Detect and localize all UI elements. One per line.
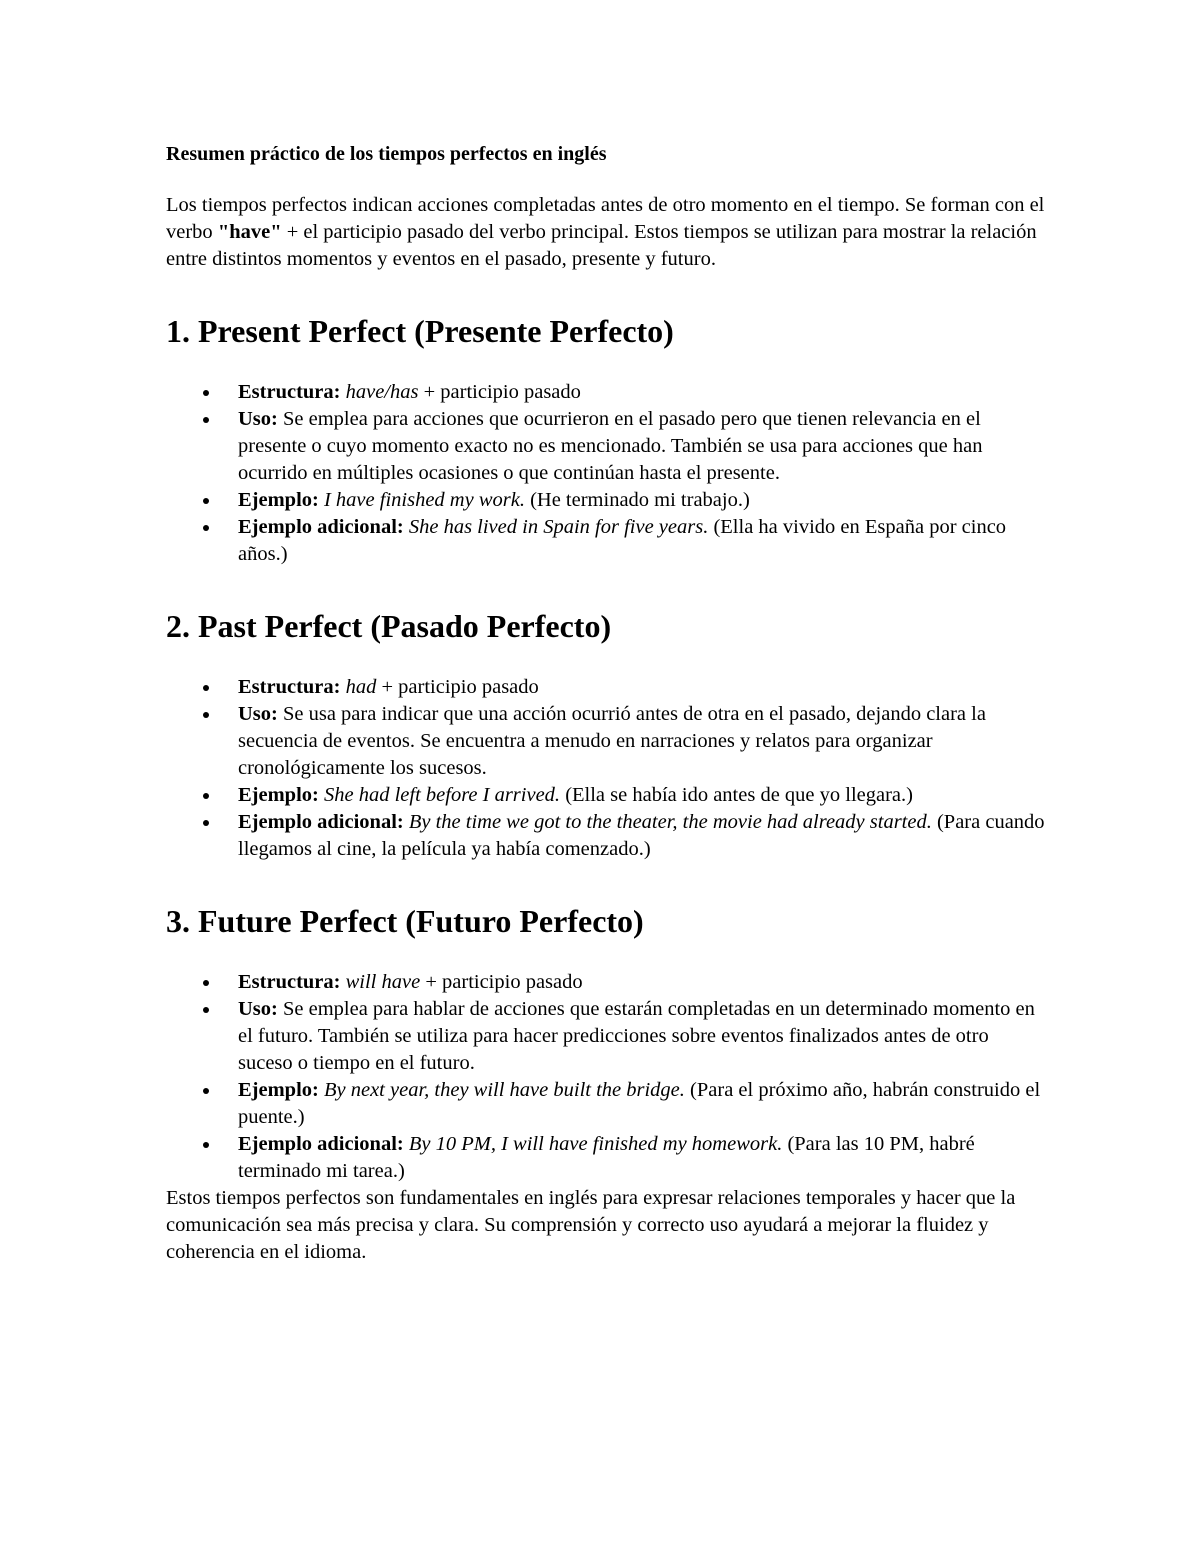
example-spanish: (He terminado mi trabajo.) (524, 489, 750, 511)
document-title: Resumen práctico de los tiempos perfectos en inglés (166, 143, 607, 165)
list-item-ejemplo (238, 487, 1046, 514)
item-label: Ejemplo: (238, 489, 319, 511)
example-english: By the time we got to the theater, the movie had already started. (408, 811, 932, 833)
section-list-future-perfect (166, 969, 1046, 1185)
intro-text-1: Los tiempos perfectos indican acciones completadas antes de otro momento en el tiempo. Se forman con el verbo (166, 194, 1045, 243)
item-label: Ejemplo: (238, 784, 319, 806)
intro-paragraph (166, 192, 1046, 273)
list-item-estructura (238, 379, 1046, 406)
section-heading-past-perfect: 2. Past Perfect (Pasado Perfecto) (166, 608, 612, 644)
item-text: + participio pasado (420, 971, 583, 993)
item-text: + participio pasado (418, 381, 581, 403)
closing-paragraph: Estos tiempos perfectos son fundamentales en inglés para expresar relaciones temporales y hacer que la comunicación sea más precisa y clara. Su comprensión y correcto uso ayudará a mejorar la fluidez y coherencia en el idioma. (166, 1187, 1016, 1263)
list-item-ejemplo (238, 1077, 1046, 1131)
item-text: + participio pasado (376, 676, 539, 698)
item-text: Se emplea para acciones que ocurrieron en el pasado pero que tienen relevancia en el presente o cuyo momento exacto no es mencionado. También se usa para acciones que han ocurrido en múltiples ocasiones o que continúan hasta el presente. (238, 408, 983, 484)
list-item-uso (238, 996, 1046, 1077)
example-spanish: (Ella ha vivido en España por cinco años.) (238, 516, 1007, 565)
example-english: By next year, they will have built the bridge. (323, 1079, 685, 1101)
intro-keyword: "have" (217, 221, 282, 243)
example-english: By 10 PM, I will have finished my homework. (408, 1133, 783, 1155)
list-item-uso (238, 406, 1046, 487)
item-label: Uso: (238, 703, 278, 725)
section-list-present-perfect (166, 379, 1046, 568)
item-label: Ejemplo adicional: (238, 516, 404, 538)
example-english: She had left before I arrived. (323, 784, 561, 806)
example-spanish: (Para las 10 PM, habré terminado mi tarea.) (238, 1133, 975, 1182)
list-item-uso (238, 701, 1046, 782)
item-label: Estructura: (238, 971, 341, 993)
item-label: Ejemplo adicional: (238, 811, 404, 833)
form-text: will have (345, 971, 421, 993)
list-item-ejemplo-adicional (238, 514, 1046, 568)
example-english: I have finished my work. (323, 489, 525, 511)
item-label: Estructura: (238, 381, 341, 403)
list-item-ejemplo-adicional (238, 809, 1046, 863)
example-spanish: (Para cuando llegamos al cine, la película ya había comenzado.) (238, 811, 1045, 860)
section-list-past-perfect (166, 674, 1046, 863)
item-label: Uso: (238, 408, 278, 430)
intro-text-2: + el participio pasado del verbo principal. Estos tiempos se utilizan para mostrar la relación entre distintos momentos y eventos en el pasado, presente y futuro. (166, 221, 1037, 270)
list-item-estructura (238, 674, 1046, 701)
example-english: She has lived in Spain for five years. (408, 516, 709, 538)
item-text: Se usa para indicar que una acción ocurrió antes de otra en el pasado, dejando clara la secuencia de eventos. Se encuentra a menudo en narraciones y relatos para organizar cronológicamente los sucesos. (238, 703, 986, 779)
example-spanish: (Ella se había ido antes de que yo llegara.) (560, 784, 913, 806)
document-page (166, 140, 1046, 1266)
form-text: have/has (345, 381, 419, 403)
section-heading-future-perfect: 3. Future Perfect (Futuro Perfecto) (166, 903, 644, 939)
item-label: Ejemplo adicional: (238, 1133, 404, 1155)
list-item-estructura (238, 969, 1046, 996)
item-label: Uso: (238, 998, 278, 1020)
list-item-ejemplo-adicional (238, 1131, 1046, 1185)
list-item-ejemplo (238, 782, 1046, 809)
item-label: Ejemplo: (238, 1079, 319, 1101)
example-spanish: (Para el próximo año, habrán construido el puente.) (238, 1079, 1041, 1128)
form-text: had (345, 676, 377, 698)
item-text: Se emplea para hablar de acciones que estarán completadas en un determinado momento en el futuro. También se utiliza para hacer predicciones sobre eventos finalizados antes de otro suceso o tiempo en el futuro. (238, 998, 1035, 1074)
section-heading-present-perfect: 1. Present Perfect (Presente Perfecto) (166, 313, 674, 349)
item-label: Estructura: (238, 676, 341, 698)
